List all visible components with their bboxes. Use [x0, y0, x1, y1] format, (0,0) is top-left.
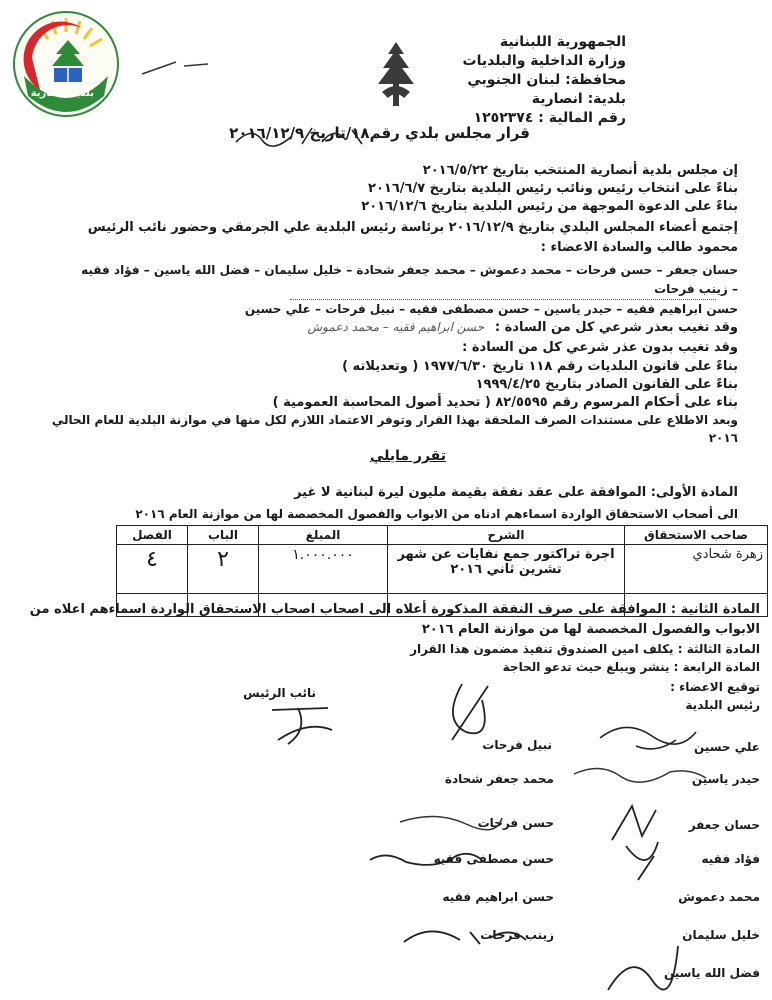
signature-hasan-mustafa-faqih — [366, 846, 486, 872]
decision-title: قرار مجلس بلدي رقم١٨/تاريخ ٢٠١٦/١٢/٩ — [229, 124, 530, 142]
body-line-13: بناء على أحكام المرسوم رقم ٨٢/٥٥٩٥ ( تحديد أصول المحاسبة العمومية ) — [272, 395, 738, 410]
table-cell-description: اجرة تراكتور جمع نفايات عن شهر تشرين ثاني ٢٠١٦ — [388, 545, 625, 594]
article-1-line-b: الى أصحاب الاستحقاق الواردة اسماءهم ادناه من الابواب والفصول المخصصة لها من موازنة العام ٢٠١٦ — [135, 507, 738, 521]
signer-name: محمد دعموش — [678, 890, 760, 904]
header-ministry: وزارة الداخلية والبلديات — [462, 53, 626, 69]
table-header: صاحب الاستحقاق — [625, 526, 768, 545]
signature-vice-president — [268, 700, 338, 750]
signature-president-area — [432, 680, 502, 750]
body-line-15: ٢٠١٦ — [708, 431, 738, 445]
president-label: رئيس البلدية — [685, 698, 760, 712]
signer-name: حسن ابراهيم فقيه — [442, 890, 554, 904]
table-header: الفصل — [117, 526, 188, 545]
absent-handwritten: حسن ابراهيم فقيه – محمد دعموش — [307, 320, 484, 334]
signature-zeinab-farhat — [400, 918, 530, 952]
header-finance-number: رقم المالية : ١٢٥٢٣٧٤ — [473, 110, 626, 126]
body-line-14: وبعد الاطلاع على مستندات الصرف الملحقة بهذا القرار وتوفر الاعتماد اللازم لكل منها في موازنة البلدية للعام الحالي — [51, 413, 738, 427]
table-header: الشرح — [388, 526, 625, 545]
signer-name: حيدر ياسين — [691, 772, 760, 786]
body-line-12: بناءً على القانون الصادر بتاريخ ١٩٩٩/٤/٢٥ — [475, 377, 738, 392]
municipality-logo — [10, 10, 122, 118]
signature-hasan-farhat — [396, 806, 506, 836]
body-line-9: وقد تغيب بعذر شرعي كل من السادة : — [494, 320, 738, 335]
table-header: المبلغ — [259, 526, 388, 545]
signer-name: فؤاد فقيه — [701, 852, 760, 866]
body-line-11: بناءً على قانون البلديات رقم ١١٨ تاريخ ١٩٧٧/٦/٣٠ ( وتعديلاته ) — [342, 359, 738, 374]
header-municipality: بلدية: انصارية — [531, 91, 626, 107]
body-line-3: بناءً على الدعوة الموجهة من رئيس البلدية بتاريخ ٢٠١٦/١٢/٦ — [361, 199, 738, 214]
signer-name: محمد جعفر شحادة — [444, 772, 554, 786]
table-cell-amount: ١.٠٠٠.٠٠٠ — [259, 545, 388, 594]
article-2-line-b: الابواب والفصول المخصصة لها من موازنة العام ٢٠١٦ — [421, 622, 760, 637]
signer-name: نبيل فرحات — [482, 738, 552, 752]
table-cell-beneficiary: زهرة شحادي — [625, 545, 768, 594]
signature-fadlallah-yassin — [602, 940, 682, 996]
members-label: توقيع الاعضاء : — [670, 680, 760, 694]
table-header: الباب — [188, 526, 259, 545]
signer-name: حسن مصطفى فقيه — [433, 852, 554, 866]
signature-ali-hussein — [596, 716, 706, 756]
body-line-10: وقد تغيب بدون عذر شرعي كل من السادة : — [462, 340, 738, 355]
article-2-line-a: المادة الثانية : الموافقة على صرف النفقة المذكورة أعلاه الى اصحاب اصحاب الاستحقاق الواردة اسماءهم اعلاه من — [29, 602, 760, 617]
body-line-4: إجتمع أعضاء المجلس البلدي بتاريخ ٢٠١٦/١٢/٩ برئاسة رئيس البلدية علي الجرمقي وحضور نائب الرئيس — [87, 220, 738, 235]
signature-fouad-faqih — [618, 836, 668, 886]
signer-name: علي حسين — [694, 740, 760, 754]
logo-text: بلدية أنصارية — [30, 88, 94, 99]
body-line-1: إن مجلس بلدية أنصارية المنتخب بتاريخ ٢٠١٦/٥/٢٢ — [422, 163, 738, 178]
pen-mark — [140, 56, 210, 76]
table-row — [117, 545, 768, 594]
signer-name: حسن فرحات — [477, 816, 554, 830]
body-line-7: – زينب فرحات — [654, 282, 738, 296]
table-header-row — [117, 526, 768, 545]
signer-name: زينب فرحات — [480, 928, 554, 942]
decides-heading: تقرر مايلي — [369, 448, 446, 464]
handwritten-date — [232, 122, 372, 150]
table-cell-chapter: ٤ — [117, 545, 188, 594]
article-3: المادة الثالثة : يكلف امين الصندوق تنفيذ مضمون هذا القرار — [410, 642, 760, 656]
header-republic: الجمهورية اللبنانية — [499, 34, 626, 50]
body-line-2: بناءً على انتخاب رئيس ونائب رئيس البلدية بتاريخ ٢٠١٦/٦/٧ — [368, 181, 738, 196]
body-line-5: محمود طالب والسادة الاعضاء : — [540, 240, 738, 255]
vice-president-label: نائب الرئيس — [243, 686, 316, 700]
signer-name: خليل سليمان — [682, 928, 760, 942]
article-4: المادة الرابعة : ينشر ويبلغ حيث تدعو الحاجة — [502, 660, 760, 674]
cedar-emblem — [374, 40, 418, 110]
signature-mohammad-shehadeh — [570, 762, 710, 786]
signer-name: فضل الله ياسين — [663, 966, 760, 980]
body-line-6: حسان جعفر – حسن فرحات – محمد دعموش – محمد جعفر شحادة – خليل سليمان – فضل الله ياسين – فؤاد فقيه — [81, 263, 738, 277]
signer-name: حسان جعفر — [688, 818, 760, 832]
body-line-8: حسن ابراهيم فقيه – حيدر ياسين – حسن مصطفى فقيه – نبيل فرحات – علي حسين — [244, 302, 738, 316]
table-cell-section: ٢ — [188, 545, 259, 594]
article-1-line-a: المادة الأولى: الموافقة على عقد نفقة بقيمة مليون ليرة لبنانية لا غير — [294, 485, 738, 500]
header-governorate: محافظة: لبنان الجنوبي — [467, 72, 626, 88]
underline — [290, 299, 716, 300]
